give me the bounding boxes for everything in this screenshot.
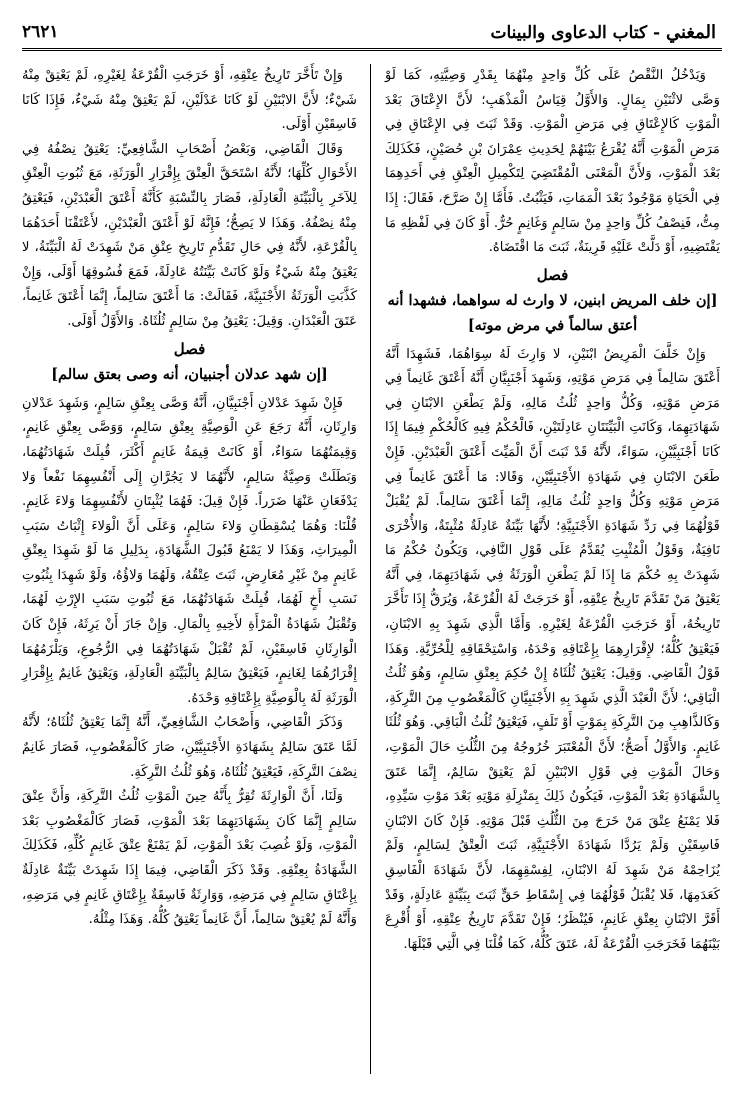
page-number: ٢٦٢١ bbox=[22, 22, 59, 42]
paragraph: وَيَدْخُلُ النَّقْصُ عَلَى كُلِّ وَاحِدٍ مِنْهُمَا بِقَدْرِ وَصِيَّتِهِ، كَمَا لَوْ وَصَّى لاثْنَيْنِ بِمَالٍ. وَالأَوَّلُ قِيَاسُ الْمَذْهَبِ؛ لأَنَّ الإِعْتَاقَ بَعْدَ الْمَوْتِ كَالإِعْتَاقِ فِي مَرَضِ الْمَوْتِ. وَقَدْ ثَبَتَ فِي الإِعْتَاقِ فِي مَرَضِ الْمَوْتِ أَنَّهُ يُقْرَعُ بَيْنَهُمْ لِحَدِيثِ عِمْرَانَ بْنِ حُصَيْنٍ، فَكَذَلِكَ بَعْدَ الْمَوْتِ، وَلأَنَّ الْمَعْنَى الْمُقْتَضِيَ لِتَكْمِيلِ الْعِتْقِ فِي أَحَدِهِمَا فِي الْحَيَاةِ مَوْجُودٌ بَعْدَ الْمَمَاتِ، فَيَثْبُتُ. فَأَمَّا إِنْ صَرَّحَ، فَقَالَ: إِذَا مِتُّ، فَنِصْفُ كُلِّ وَاحِدٍ مِنْ سَالِمٍ وَغَانِمٍ حُرٌّ. أَوْ كَانَ فِي لَفْظِهِ مَا يَقْتَضِيهِ، أَوْ دَلَّتْ عَلَيْهِ قَرِينَةٌ، ثَبَتَ مَا اقْتَضَاهُ. bbox=[385, 68, 720, 256]
left-column bbox=[22, 64, 357, 933]
section-title: [إن شهد عدلان أجنبيان، أنه وصى بعتق سالم] bbox=[51, 366, 328, 384]
paragraph: وَذَكَرَ الْقَاضِي، وَأَصْحَابُ الشَّافِعِيِّ، أَنَّهُ إِنَّمَا يَعْتِقُ ثُلُثَاهُ؛ لأَنَّهُ لَمَّا عَتَقَ سَالِمٌ بِشَهَادَةِ الأَجْنَبِيَّيْنِ، صَارَ كَالْمَغْصُوبِ، فَصَارَ غَانِمٌ نِصْفَ التَّرِكَةِ، فَيَعْتِقُ ثُلُثَاهُ، وَهُوَ ثُلُثُ التَّرِكَةِ. bbox=[22, 715, 357, 780]
paragraph: فَإِنْ شَهِدَ عَدْلانِ أَجْنَبِيَّانِ، أَنَّهُ وَصَّى بِعِتْقِ سَالِمٍ، وَشَهِدَ عَدْلانِ وَارِثَانِ، أَنَّهُ رَجَعَ عَنِ الْوَصِيَّةِ بِعِتْقِ سَالِمٍ، وَوَصَّى بِعِتْقِ غَانِمٍ، وَقِيمَتُهُمَا سَوَاءٌ، أَوْ كَانَتْ قِيمَةُ غَانِمٍ أَكْثَرَ، قُبِلَتْ شَهَادَتُهُمَا، وَبَطَلَتْ وَصِيَّةُ سَالِمٍ، لأَنَّهُمَا لا يَجُرَّانِ إِلَى أَنْفُسِهِمَا نَفْعاً وَلا يَدْفَعَانِ عَنْهَا ضَرَراً. فَإِنْ قِيلَ: فَهُمَا يُثْبِتَانِ لأَنْفُسِهِمَا وَلاءَ غَانِمٍ. قُلْنَا: وَهُمَا يُسْقِطَانِ وَلاءَ سَالِمٍ، وَعَلَى أَنَّ الْوَلاءَ إِثْبَاتُ سَبَبِ الْمِيرَاثِ، وَهَذَا لا يَمْنَعُ قَبُولَ الشَّهَادَةِ، بِدَلِيلِ مَا لَوْ شَهِدَا بِعِتْقِ غَانِمٍ مِنْ غَيْرِ مُعَارِضٍ، ثَبَتَ عِتْقُهُ، وَلَهُمَا وَلاؤُهُ، وَلَوْ شَهِدَا بِثُبُوتِ نَسَبِ أَخٍ لَهُمَا، قُبِلَتْ شَهَادَتُهُمَا، مَعَ ثُبُوتِ سَبَبِ الإِرْثِ لَهُمَا، وَتُقْبَلُ شَهَادَةُ الْمَرْأَةِ لأَخِيهِ بِالْمَالِ. وَإِنْ جَازَ أَنْ يَرِثَهُ، فَإِنْ كَانَ الْوَارِثَانِ فَاسِقَيْنِ، لَمْ تُقْبَلْ شَهَادَتُهُمَا فِي الرُّجُوعِ، وَيَلْزَمُهُمَا إِقْرَارُهُمَا لِغَانِمٍ، فَيَعْتِقُ سَالِمٌ بِالْبَيِّنَةِ الْعَادِلَةِ، وَيَعْتِقُ غَانِمٌ بِإِقْرَارِ الْوَرَثَةِ لَهُ بِالْوَصِيَّةِ بِإِعْتَاقِهِ وَحْدَهُ. bbox=[22, 395, 357, 706]
paragraph: وَإِنْ خَلَّفَ الْمَرِيضُ ابْنَيْنِ، لا وَارِثَ لَهُ سِوَاهُمَا، فَشَهِدَا أَنَّهُ أَعْتَقَ سَالِماً فِي مَرَضِ مَوْتِهِ، وَشَهِدَ أَجْنَبِيَّانِ أَنَّهُ أَعْتَقَ غَانِماً فِي مَرَضِ مَوْتِهِ، وَكُلُّ وَاحِدٍ ثُلُثُ مَالِهِ، وَلَمْ يَطْعَنِ الابْنَانِ فِي شَهَادَتِهِمَا، وَكَانَتِ الْبَيِّنَتَانِ عَادِلَتَيْنِ، فَالْحُكْمُ فِيهِ كَالْحُكْمِ فِيمَا إِذَا كَانَا أَجْنَبِيَّيْنِ، سَوَاءً، لأَنَّهُ قَدْ ثَبَتَ أَنَّ الْمَيِّتَ أَعْتَقَ الْعَبْدَيْنِ. فَإِنْ طَعَنَ الابْنَانِ فِي شَهَادَةِ الأَجْنَبِيَّيْنِ، وَقَالا: مَا أَعْتَقَ غَانِماً فِي مَرَضِ مَوْتِهِ وَكُلُّ وَاحِدٍ ثُلُثُ مَالِهِ، إِنَّمَا أَعْتَقَ سَالِماً. لَمْ يُقْبَلْ قَوْلُهُمَا فِي رَدِّ شَهَادَةِ الأَجْنَبِيَّةِ؛ لأَنَّهَا بَيِّنَةٌ عَادِلَةٌ مُثْبِتَةٌ، وَالأُخْرَى نَافِيَةٌ، وَقَوْلُ الْمُثْبِتِ يُقَدَّمُ عَلَى قَوْلِ النَّافِي، وَيَكُونُ حُكْمُ مَا شَهِدَتْ بِهِ حُكْمَ مَا إِذَا لَمْ يَطْعَنِ الْوَرَثَةُ فِي شَهَادَتِهِمَا، فِي أَنَّهُ يَعْتِقُ مَنْ تَقَدَّمَ تَارِيخُ عِتْقِهِ، أَوْ خَرَجَتْ لَهُ الْقُرْعَةُ، وَيُرَقُّ إِذَا تَأَخَّرَ تَارِيخُهُ، أَوْ خَرَجَتِ الْقُرْعَةُ لِغَيْرِهِ. وَأَمَّا الَّذِي شَهِدَ بِهِ الابْنَانِ، فَيَعْتِقُ كُلُّهُ؛ لإِقْرَارِهِمَا بِإِعْتَاقِهِ وَحْدَهُ، وَاسْتِحْقَاقِهِ لِلْحُرِّيَّةِ. وَهَذَا قَوْلُ الْقَاضِي. وَقِيلَ: يَعْتِقُ ثُلُثَاهُ إِنْ حُكِمَ بِعِتْقِ سَالِمٍ، وَهُوَ ثُلُثُ الْبَاقِي؛ لأَنَّ الْعَبْدَ الَّذِي شَهِدَ بِهِ الأَجْنَبِيَّانِ كَالْمَغْصُوبِ مِنَ التَّرِكَةِ، وَكَالذَّاهِبِ مِنَ التَّرِكَةِ بِمَوْتٍ أَوْ تَلَفٍ، فَيَعْتِقُ ثُلُثُ الْبَاقِي. وَهُوَ ثُلُثَا غَانِمٍ. وَالأَوَّلُ أَصَحُّ؛ لأَنَّ الْمُعْتَبَرَ خُرُوجُهُ مِنَ الثُّلُثِ حَالَ الْمَوْتِ، وَحَالَ الْمَوْتِ فِي قَوْلِ الابْنَيْنِ لَمْ يَعْتِقْ سَالِمٌ، إِنَّمَا عَتَقَ بِالشَّهَادَةِ بَعْدَ الْمَوْتِ، فَيَكُونُ ذَلِكَ بِمَنْزِلَةِ مَوْتِهِ بَعْدَ مَوْتِ سَيِّدِهِ، فَلا يَمْنَعُ عِتْقَ مَنْ خَرَجَ مِنَ الثُّلُثِ قَبْلَ مَوْتِهِ. فَإِنْ كَانَ الابْنَانِ فَاسِقَيْنِ وَلَمْ يَرُدَّا شَهَادَةَ الأَجْنَبِيَّةِ، ثَبَتَ الْعِتْقُ لِسَالِمٍ، وَلَمْ يُزَاحِمْهُ مَنْ شَهِدَ لَهُ الابْنَانِ، لِفِسْقِهِمَا، لأَنَّ شَهَادَةَ الْفَاسِقِ كَعَدَمِهَا، فَلا يُقْبَلُ قَوْلُهُمَا فِي إِسْقَاطِ حَقٍّ ثَبَتَ بِبَيِّنَةٍ عَادِلَةٍ، وَقَدْ أَقَرَّ الابْنَانِ بِعِتْقِ غَانِمٍ، فَيُنْظَرُ؛ فَإِنْ تَقَدَّمَ تَارِيخُ عِتْقِهِ، أَوْ أُقْرِعَ بَيْنَهُمَا فَخَرَجَتِ الْقُرْعَةُ لَهُ، عَتَقَ كُلُّهُ، كَمَا قُلْنَا فِي الَّتِي قَبْلَهَا. bbox=[385, 346, 720, 952]
chapter-name: - كتاب الدعاوى والبينات bbox=[490, 23, 661, 43]
paragraph: وَقَالَ الْقَاضِي، وَبَعْضُ أَصْحَابِ الشَّافِعِيِّ: يَعْتِقُ نِصْفُهُ فِي الأَحْوَالِ كُلِّهَا؛ لأَنَّهُ اسْتَحَقَّ الْعِتْقَ بِإِقْرَارِ الْوَرَثَةِ، مَعَ ثُبُوتِ الْعِتْقِ لِلآخَرِ بِالْبَيِّنَةِ الْعَادِلَةِ، فَصَارَ بِالنِّسْبَةِ كَأَنَّهُ أَعْتَقَ الْعَبْدَيْنِ، فَيَعْتِقُ مِنْهُ نِصْفُهُ. وَهَذَا لا يَصِحُّ؛ فَإِنَّهُ لَوْ أَعْتَقَ الْعَبْدَيْنِ، لأَعْتَقْنَا أَحَدَهُمَا بِالْقُرْعَةِ، لأَنَّهُ فِي حَالِ تَقَدُّمِ تَارِيخِ عِتْقِ مَنْ شَهِدَتْ لَهُ الْبَيِّنَةُ، لا يَعْتِقُ مِنْهُ شَيْءٌ وَلَوْ كَانَتْ بَيِّنَتُهُ عَادِلَةً، فَمَعَ فُسُوقِهَا أَوْلَى، وَإِنْ كَذَّبَتِ الْوَرَثَةُ الأَجْنَبِيَّةَ، فَقَالَتْ: مَا أَعْتَقَ سَالِماً، إِنَّمَا أَعْتَقَ غَانِماً، عَتَقَ الْعَبْدَانِ. وَقِيلَ: يَعْتِقُ مِنْ سَالِمٍ ثُلُثَاهُ. وَالأَوَّلُ أَوْلَى. bbox=[22, 141, 357, 329]
paragraph: وَإِنْ تَأَخَّرَ تَارِيخُ عِتْقِهِ، أَوْ خَرَجَتِ الْقُرْعَةُ لِغَيْرِهِ، لَمْ يَعْتِقْ مِنْهُ شَيْءٌ؛ لأَنَّ الابْنَيْنِ لَوْ كَانَا عَدْلَيْنِ، لَمْ يَعْتِقْ مِنْهُ شَيْءٌ، فَإِذَا كَانَا فَاسِقَيْنِ أَوْلَى. bbox=[22, 68, 357, 133]
section-label: فصل bbox=[536, 265, 569, 284]
page-header bbox=[22, 22, 722, 51]
book-name: المغني bbox=[665, 22, 716, 43]
right-column bbox=[385, 64, 720, 957]
section-label: فصل bbox=[173, 339, 206, 358]
column-divider bbox=[370, 64, 371, 1074]
paragraph: وَلَنَا، أَنَّ الْوَارِثَةَ تُقِرُّ بِأَنَّهُ حِينَ الْمَوْتِ ثُلُثُ التَّرِكَةِ، وَأَنَّ عِتْقَ سَالِمٍ إِنَّمَا كَانَ بِشَهَادَتِهِمَا بَعْدَ الْمَوْتِ، فَصَارَ كَالْمَغْصُوبِ بَعْدَ الْمَوْتِ، وَلَوْ غُصِبَ بَعْدَ الْمَوْتِ، لَمْ يَمْنَعْ عِتْقَ غَانِمٍ كُلِّهِ، فَكَذَلِكَ الشَّهَادَةُ بِعِتْقِهِ. وَقَدْ ذَكَرَ الْقَاضِي، فِيمَا إِذَا شَهِدَتْ بَيِّنَةٌ عَادِلَةٌ بِإِعْتَاقِ سَالِمٍ فِي مَرَضِهِ، وَوَارِثَةٌ فَاسِقَةٌ بِإِعْتَاقِ غَانِمٍ فِي مَرَضِهِ، وَأَنَّهُ لَمْ يُعْتِقْ سَالِماً، أَنَّ غَانِماً يَعْتِقُ كُلُّهُ. وَهَذَا مِثْلُهُ. bbox=[22, 789, 357, 928]
section-title: [إن خلف المريض ابنين، لا وارث له سواهما، فشهدا أنه أعتق سالماً في مرض موته] bbox=[387, 292, 718, 334]
running-title bbox=[490, 22, 716, 43]
